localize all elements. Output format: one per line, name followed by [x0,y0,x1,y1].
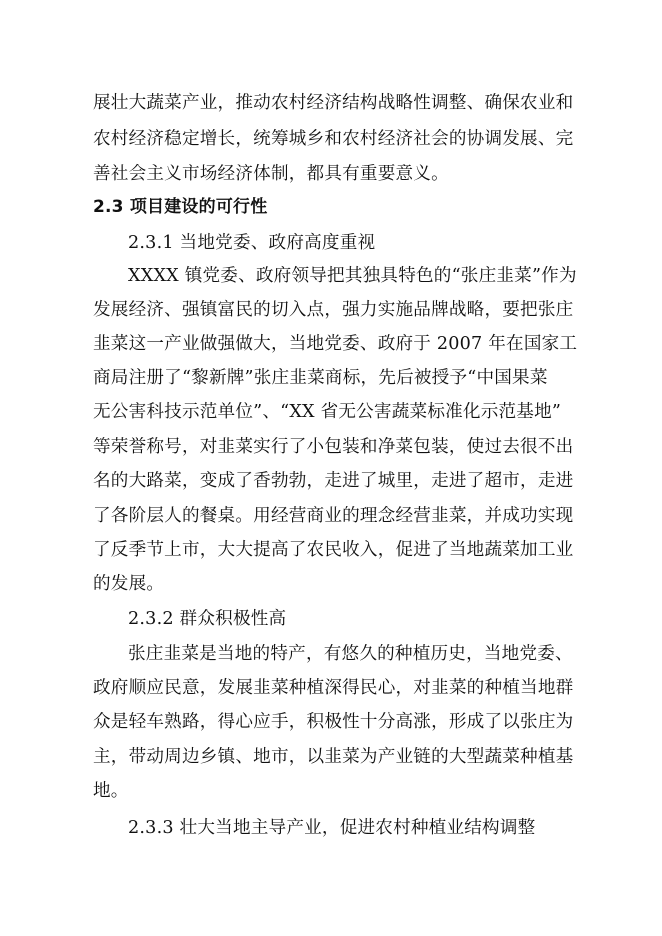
paragraph-line: 了各阶层人的餐桌。用经营商业的理念经营韭菜，并成功实现 [93,506,574,526]
paragraph-line: 韭菜这一产业做强做大，当地党委、政府于 2007 年在国家工 [93,334,578,354]
subsection-heading: 2.3.3 壮大当地主导产业，促进农村种植业结构调整 [128,818,536,838]
paragraph-line: 主，带动周边乡镇、地市，以韭菜为产业链的大型蔬菜种植基 [93,747,574,767]
paragraph-line: 无公害科技示范单位”、“XX 省无公害蔬菜标准化示范基地” [93,402,562,422]
paragraph-line: 张庄韭菜是当地的特产，有悠久的种植历史，当地党委、 [128,644,573,664]
paragraph-line: 地。 [93,781,129,801]
paragraph-line: 商局注册了“黎新牌”张庄韭菜商标，先后被授予“中国果菜 [93,368,548,388]
paragraph-line: 政府顺应民意，发展韭菜种植深得民心，对韭菜的种植当地群 [93,678,574,698]
paragraph-line: XXXX 镇党委、政府领导把其独具特色的“张庄韭菜”作为 [128,266,577,286]
subsection-heading: 2.3.1 当地党委、政府高度重视 [128,233,376,253]
section-heading: 2.3 项目建设的可行性 [93,197,268,217]
paragraph-line: 名的大路菜，变成了香勃勃，走进了城里，走进了超市，走进 [93,471,574,491]
paragraph-line: 众是轻车熟路，得心应手，积极性十分高涨，形成了以张庄为 [93,712,574,732]
paragraph-line: 展壮大蔬菜产业，推动农村经济结构战略性调整、确保农业和 [93,93,574,113]
paragraph-line: 善社会主义市场经济体制，都具有重要意义。 [93,164,449,184]
paragraph-line: 的发展。 [93,574,165,594]
paragraph-line: 农村经济稳定增长，统筹城乡和农村经济社会的协调发展、完 [93,129,574,149]
paragraph-line: 等荣誉称号，对韭菜实行了小包装和净菜包装，使过去很不出 [93,437,574,457]
paragraph-line: 发展经济、强镇富民的切入点，强力实施品牌战略，要把张庄 [93,300,574,320]
paragraph-line: 了反季节上市，大大提高了农民收入，促进了当地蔬菜加工业 [93,540,574,560]
subsection-heading: 2.3.2 群众积极性高 [128,609,287,629]
